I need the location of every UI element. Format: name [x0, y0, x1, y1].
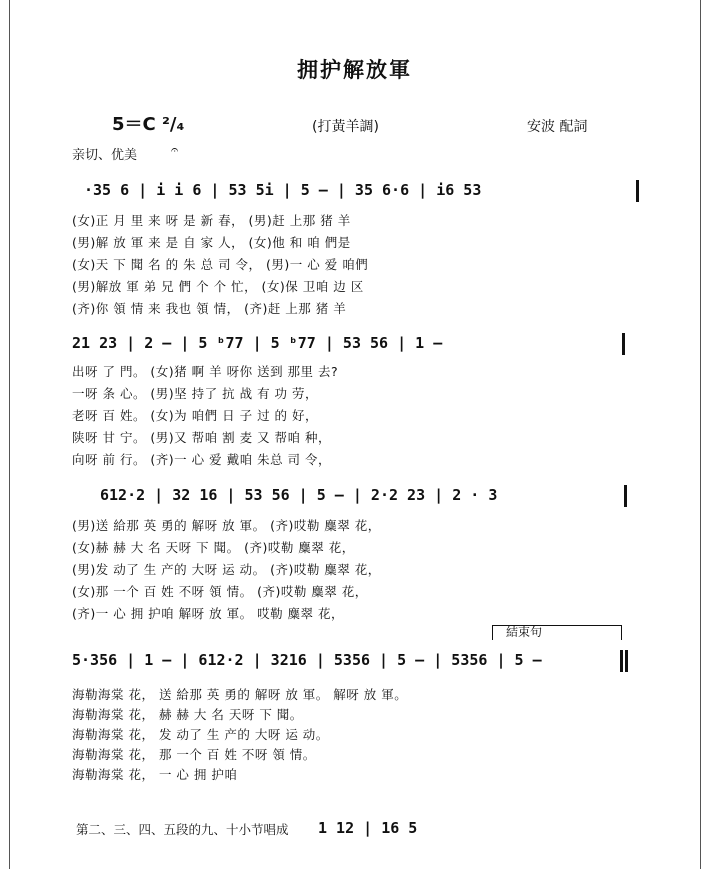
- system2-lyric-line-3: 老呀 百 姓。 (女)为 咱們 日 子 过 的 好，: [72, 408, 319, 423]
- fermata-icon: 𝄐: [171, 143, 179, 158]
- system1-lyric-line-3: (女)天 下 聞 名 的 朱 总 司 令， (男)一 心 爱 咱們: [72, 257, 369, 272]
- system3-notes: 612·2 | 32 16 | 53 56 | 5 — | 2·2 23 | 2 · 3: [100, 486, 498, 504]
- system4-lyric-line-4: 海勒海棠 花， 那 一个 百 姓 不呀 領 情。: [72, 747, 316, 762]
- system4-lyric-line-5: 海勒海棠 花， 一 心 拥 护咱: [72, 767, 238, 782]
- system2-lyric-line-1: 出呀 了 門。 (女)猪 啊 羊 呀你 送到 那里 去?: [72, 364, 339, 379]
- system2-lyric-line-5: 向呀 前 行。 (齐)一 心 爱 戴咱 朱总 司 令，: [72, 452, 332, 467]
- system3-end-bar: [624, 485, 627, 507]
- system3-lyric-line-1: (男)送 給那 英 勇的 解呀 放 軍。 (齐)哎勒 麋翠 花，: [72, 518, 381, 533]
- song-title: 拥护解放軍: [297, 58, 412, 82]
- system1-end-bar: [636, 180, 639, 202]
- system2-lyric-line-4: 陕呀 甘 宁。 (男)又 帮咱 割 麦 又 帮咱 种，: [72, 430, 332, 445]
- system1-notes: ·35 6 | i i 6 | 53 5i | 5 — | 35 6·6 | i6 53: [84, 181, 482, 199]
- system2-notes: 21 23 | 2 — | 5 ᵇ77 | 5 ᵇ77 | 53 56 | 1 —: [72, 334, 443, 352]
- performance-note: 第二、三、四、五段的九、十小节唱成: [76, 822, 289, 837]
- page-left-edge: [9, 0, 10, 869]
- system3-lyric-line-2: (女)赫 赫 大 名 天呀 下 聞。 (齐)哎勒 麋翠 花，: [72, 540, 355, 555]
- system1-lyric-line-2: (男)解 放 軍 来 是 自 家 人， (女)他 和 咱 們是: [72, 235, 351, 250]
- system4-lyric-line-1: 海勒海棠 花， 送 給那 英 勇的 解呀 放 軍。 解呀 放 軍。: [72, 687, 408, 702]
- system1-lyric-line-5: (齐)你 領 情 来 我也 領 情， (齐)赶 上那 猪 羊: [72, 301, 347, 316]
- performance-note-notation: 1 12 | 16 5: [318, 819, 418, 837]
- system4-lyric-line-2: 海勒海棠 花， 赫 赫 大 名 天呀 下 聞。: [72, 707, 303, 722]
- author-credit: 安波 配詞: [527, 119, 588, 135]
- page-right-edge: [700, 0, 701, 869]
- key-signature: 5＝C ²/₄: [112, 114, 185, 135]
- final-double-bar: [620, 650, 623, 672]
- system2-lyric-line-2: 一呀 条 心。 (男)坚 持了 抗 战 有 功 劳，: [72, 386, 319, 401]
- tune-name: (打黃羊調): [312, 119, 379, 135]
- system4-notes: 5·356 | 1 — | 612·2 | 3216 | 5356 | 5 — | 5356 | 5 —: [72, 651, 542, 669]
- system3-lyric-line-3: (男)发 动了 生 产的 大呀 运 动。 (齐)哎勒 麋翠 花，: [72, 562, 381, 577]
- system1-lyric-line-4: (男)解放 軍 弟 兄 們 个 个 忙， (女)保 卫咱 边 区: [72, 279, 364, 294]
- system4-lyric-line-3: 海勒海棠 花， 发 动了 生 产的 大呀 运 动。: [72, 727, 329, 742]
- ending-phrase-label: 結束句: [506, 625, 543, 639]
- system1-lyric-line-1: (女)正 月 里 来 呀 是 新 春， (男)赶 上那 猪 羊: [72, 213, 351, 228]
- system2-end-bar: [622, 333, 625, 355]
- mood-marking: 亲切、优美: [72, 148, 138, 163]
- final-double-bar-thick: [625, 650, 628, 672]
- system3-lyric-line-4: (女)那 一个 百 姓 不呀 領 情。 (齐)哎勒 麋翠 花，: [72, 584, 368, 599]
- system3-lyric-line-5: (齐)一 心 拥 护咱 解呀 放 軍。 哎勒 麋翠 花，: [72, 606, 345, 621]
